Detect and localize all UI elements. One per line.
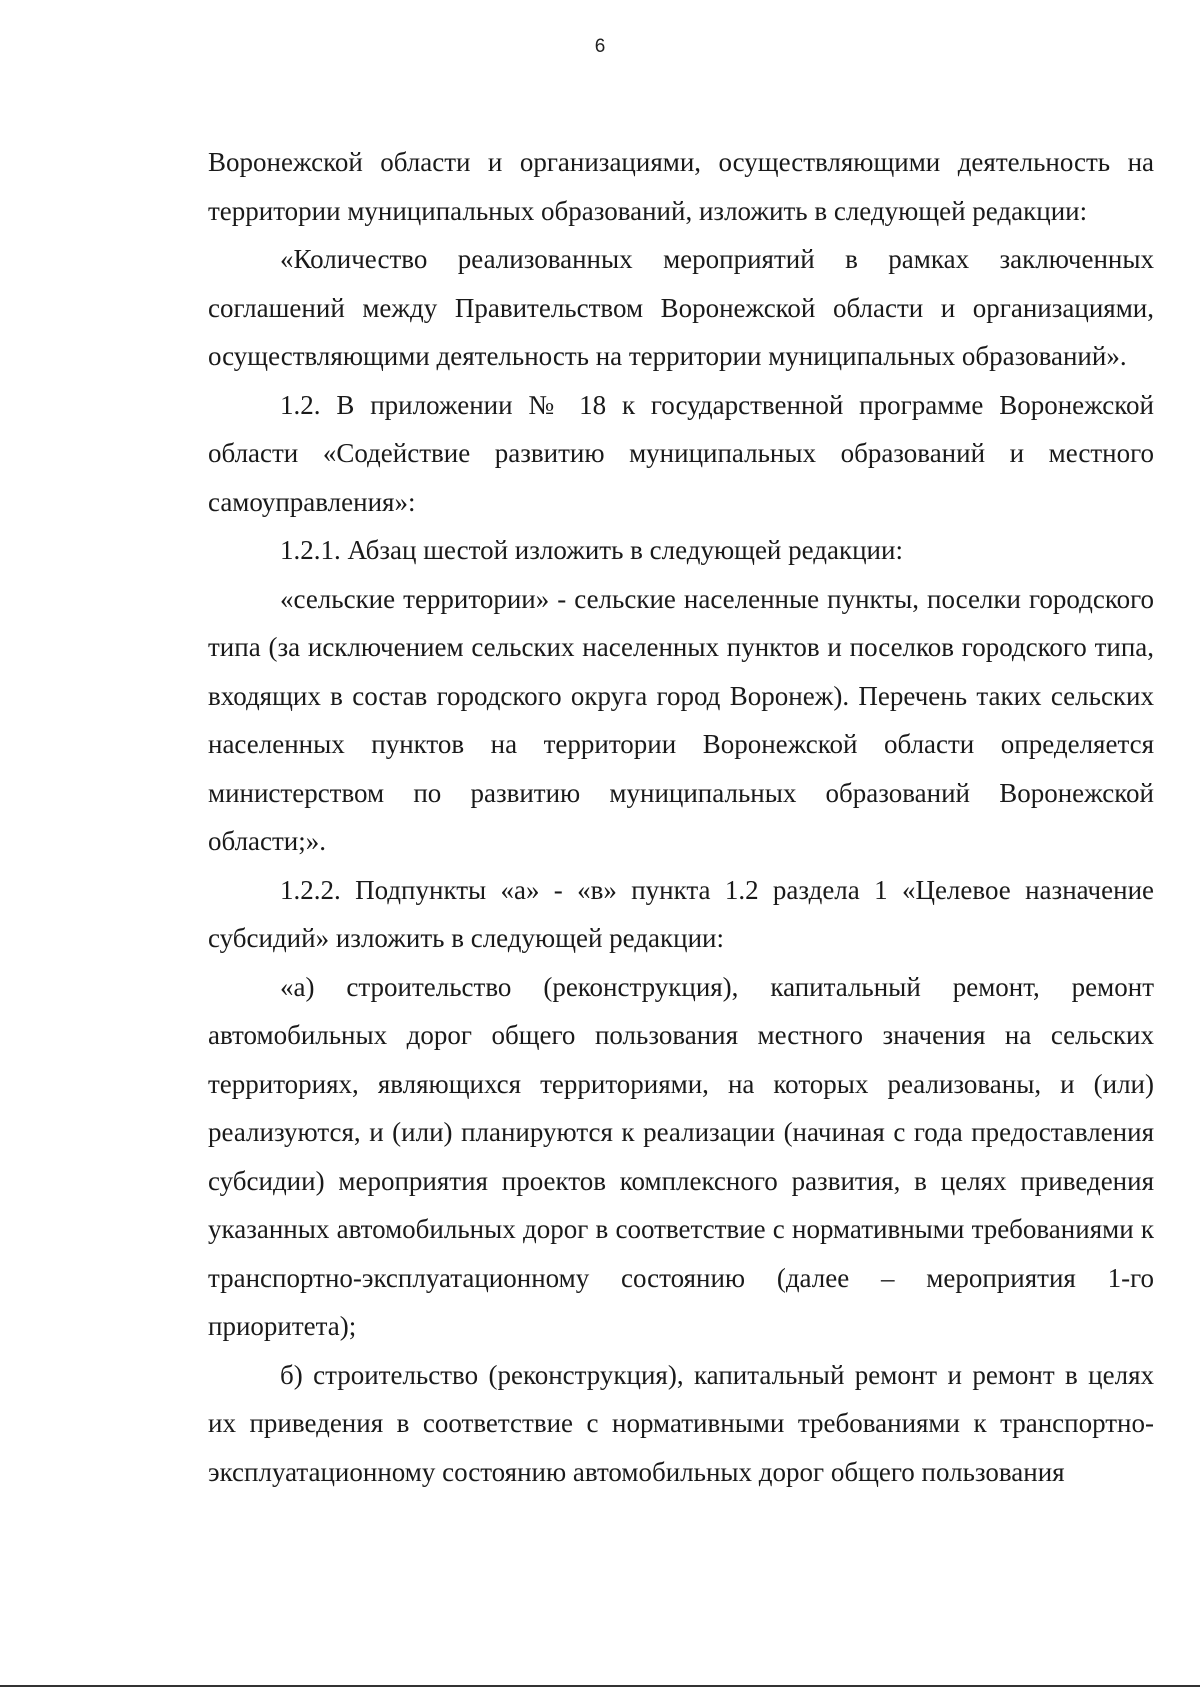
paragraph-quote-indicator: «Количество реализованных мероприятий в рамках заключенных соглашений между Правительством Воронежской области и организациями, осуществляющими деятельность на территории муниципальных образований». <box>208 244 1154 371</box>
paragraph-continuation: Воронежской области и организациями, осуществляющими деятельность на территории муниципальных образований, изложить в следующей редакции: <box>208 147 1154 226</box>
paragraph-subitem-a: «а) строительство (реконструкция), капитальный ремонт, ремонт автомобильных дорог общего пользования местного значения на сельских территориях, являющихся территориями, на которых реализованы, и (или) реализуются, и (или) планируются к реализации (начиная с года предоставления субсидии) мероприятия проектов комплексного развития, в целях приведения указанных автомобильных дорог в соответствие с нормативными требованиями к транспортно-эксплуатационному состоянию (далее – мероприятия 1-го приоритета); <box>208 971 1154 1341</box>
document-body <box>208 138 1154 1496</box>
paragraph-item-1-2: 1.2. В приложении № 18 к государственной программе Воронежской области «Содействие развитию муниципальных образований и местного самоуправления»: <box>208 389 1154 517</box>
bottom-scan-edge <box>0 1685 1200 1687</box>
page-number: 6 <box>594 36 606 57</box>
paragraph-item-1-2-1: 1.2.1. Абзац шестой изложить в следующей редакции: <box>280 535 903 565</box>
paragraph-item-1-2-2: 1.2.2. Подпункты «а» - «в» пункта 1.2 раздела 1 «Целевое назначение субсидий» изложить в следующей редакции: <box>208 874 1154 953</box>
paragraph-subitem-b: б) строительство (реконструкция), капитальный ремонт и ремонт в целях их приведения в соответствие с нормативными требованиями к транспортно-эксплуатационному состоянию автомобильных дорог общего пользования <box>208 1359 1154 1487</box>
paragraph-rural-territories: «сельские территории» - сельские населенные пункты, поселки городского типа (за исключением сельских населенных пунктов и поселков городского типа, входящих в состав городского округа город Воронеж). Перечень таких сельских населенных пунктов на территории Воронежской области определяется министерством по развитию муниципальных образований Воронежской области;». <box>208 583 1154 856</box>
